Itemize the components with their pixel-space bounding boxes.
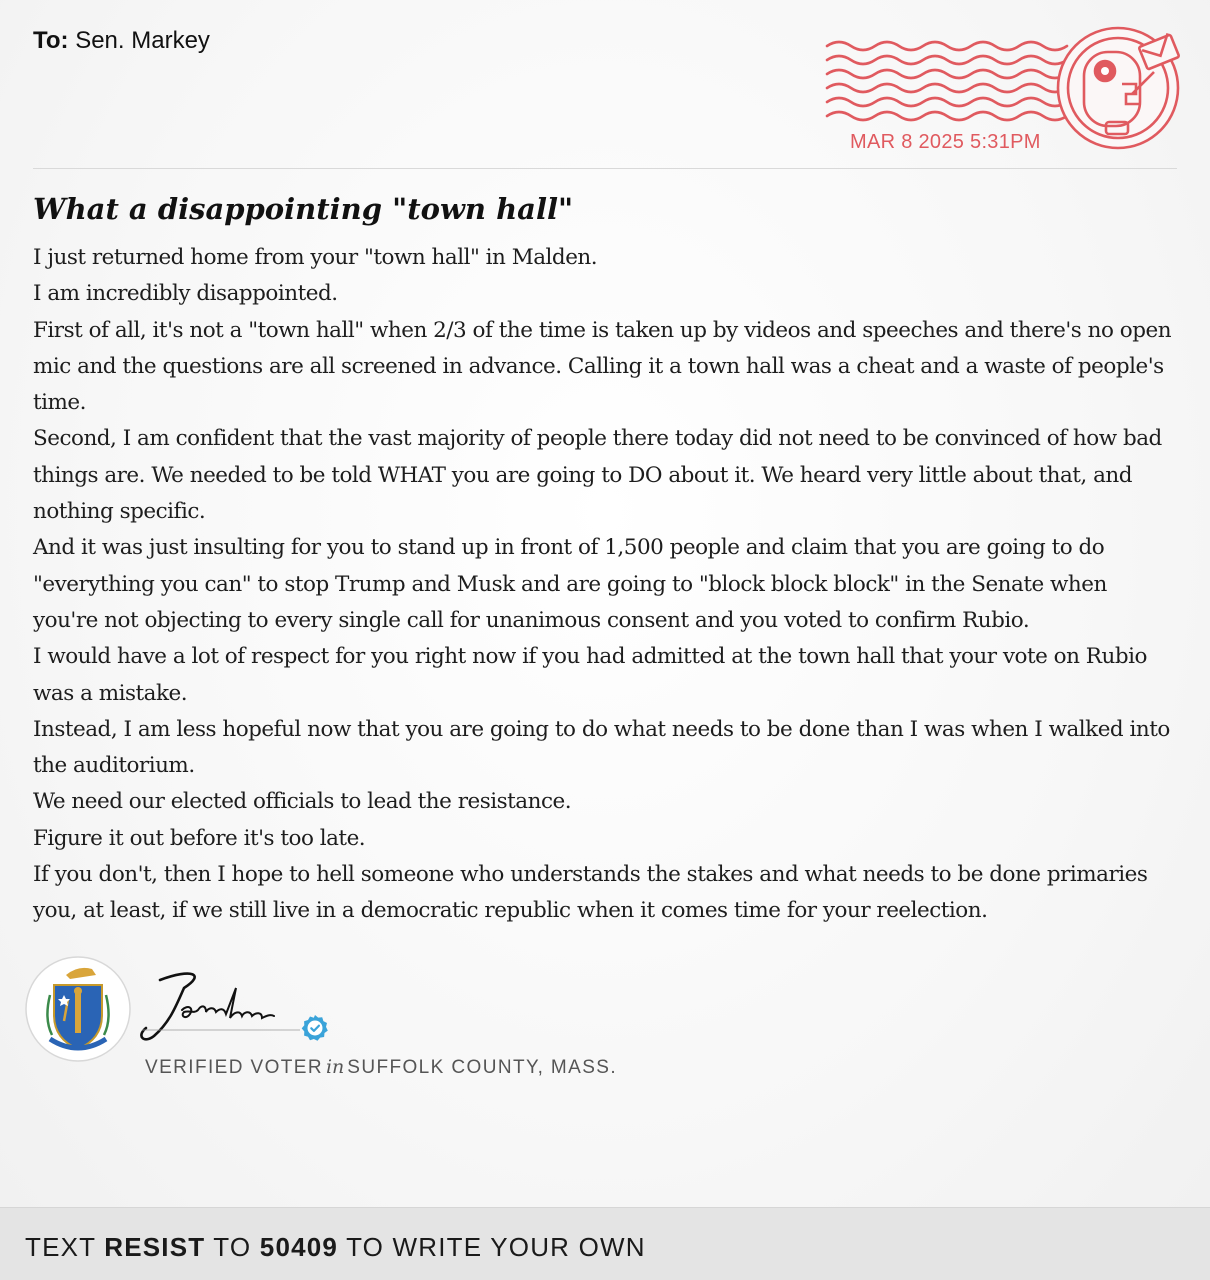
footer-text-3: TO WRITE YOUR OWN (346, 1232, 646, 1262)
verified-county: SUFFOLK COUNTY, MASS. (347, 1057, 618, 1078)
footer-banner (0, 1207, 1210, 1280)
letter-paragraph: I am incredibly disappointed. (33, 281, 338, 307)
letter-body (33, 240, 1173, 930)
verified-voter-line (145, 1056, 617, 1079)
verified-check-icon (300, 1013, 330, 1043)
postmark-date: MAR 8 2025 5:31PM (850, 131, 1041, 153)
letter-subject: What a disappointing "town hall" (33, 192, 574, 226)
mail-robot-postmark-icon (1058, 28, 1179, 148)
letter-paragraph: If you don't, then I hope to hell someone who understands the stakes and what needs to be done primaries you, at least, if we still live in a democratic republic when it comes time for your reelection. (33, 862, 1148, 924)
recipient-line (33, 27, 210, 55)
massachusetts-seal-icon (24, 955, 132, 1063)
footer-text-1: TEXT (25, 1232, 96, 1262)
letter-paragraph: I would have a lot of respect for you right now if you had admitted at the town hall that your vote on Rubio was a mistake. (33, 644, 1147, 706)
recipient-name: Sen. Markey (75, 27, 210, 54)
letter-paragraph: Second, I am confident that the vast majority of people there today did not need to be convinced of how bad things are. We needed to be told WHAT you are going to DO about it. We heard very little about that, and nothing specific. (33, 426, 1162, 525)
letter-paragraph: I just returned home from your "town hall" in Malden. (33, 245, 598, 270)
footer-cta (25, 1232, 646, 1263)
letter-paragraph: First of all, it's not a "town hall" when 2/3 of the time is taken up by videos and speeches and there's no open mic and the questions are all screened in advance. Calling it a town hall was a cheat and a waste of people's time. (33, 317, 1172, 416)
header-divider (33, 168, 1177, 169)
letter-paragraph: And it was just insulting for you to stand up in front of 1,500 people and claim that you are going to do "everything you can" to stop Trump and Musk and are going to "block block block" in the Senate when you're not objecting to every single call for unanimous consent and you voted to confirm Rubio. (33, 535, 1107, 633)
to-label: To: (33, 27, 69, 54)
letter-paragraph: Instead, I am less hopeful now that you are going to do what needs to be done than I was when I walked into the auditorium. (33, 716, 1170, 779)
letter-paragraph: We need our elected officials to lead the resistance. (33, 789, 572, 815)
letter-paragraph: Figure it out before it's too late. (33, 825, 366, 851)
footer-text-2: TO (213, 1232, 252, 1262)
postmark-wavy-lines (827, 42, 1067, 120)
verified-prefix: VERIFIED VOTER (145, 1057, 323, 1078)
footer-number: 50409 (259, 1232, 339, 1262)
verified-in: in (325, 1056, 345, 1078)
footer-keyword: RESIST (104, 1232, 206, 1262)
